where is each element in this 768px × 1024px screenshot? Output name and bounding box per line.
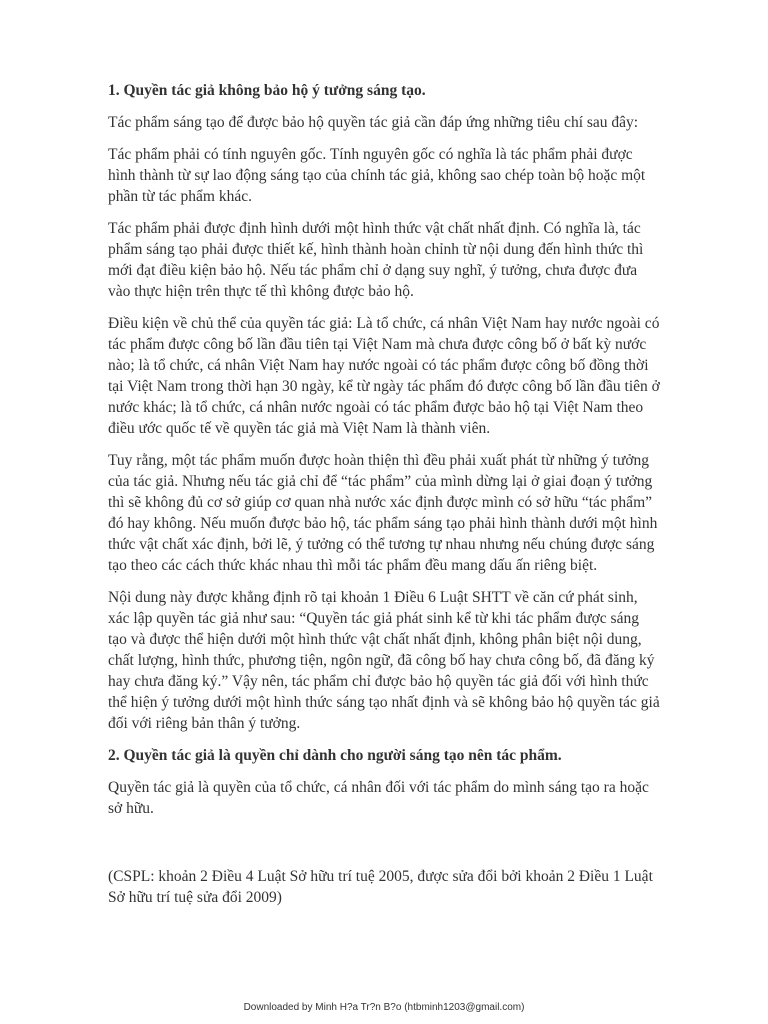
citation: (CSPL: khoản 2 Điều 4 Luật Sở hữu trí tuệ 2005, được sửa đổi bởi khoản 2 Điều 1 Luật Sở hữu trí tuệ sửa đổi 2009) — [108, 868, 653, 906]
paragraph: Nội dung này được khẳng định rõ tại khoản 1 Điều 6 Luật SHTT về căn cứ phát sinh, xác lập quyền tác giả như sau: “Quyền tác giả phát sinh kể từ khi tác phẩm được sáng tạo và được thể hiện dưới một hình thức vật chất nhất định, không phân biệt nội dung, chất lượng, hình thức, phương tiện, ngôn ngữ, đã công bố hay chưa công bố, đã đăng ký hay chưa đăng ký.” Vậy nên, tác phẩm chỉ được bảo hộ quyền tác giả đối với hình thức thể hiện ý tưởng dưới một hình thức sáng tạo nhất định và sẽ không bảo hộ quyền tác giả đối với riêng bản thân ý tưởng. — [108, 589, 660, 732]
paragraph: Tác phẩm phải có tính nguyên gốc. Tính nguyên gốc có nghĩa là tác phẩm phải được hình thành từ sự lao động sáng tạo của chính tác giả, không sao chép toàn bộ hoặc một phần từ tác phẩm khác. — [108, 146, 646, 205]
document-body — [108, 80, 660, 919]
paragraph: Quyền tác giả là quyền của tổ chức, cá nhân đối với tác phẩm do mình sáng tạo ra hoặc sở hữu. — [108, 779, 649, 817]
section-heading-2: 2. Quyền tác giả là quyền chỉ dành cho người sáng tạo nên tác phẩm. — [108, 747, 562, 764]
spacer — [108, 830, 660, 866]
paragraph: Điều kiện về chủ thể của quyền tác giả: Là tổ chức, cá nhân Việt Nam hay nước ngoài có tác phẩm được công bố lần đầu tiên tại Việt Nam mà chưa được công bố ở bất kỳ nước nào; là tổ chức, cá nhân Việt Nam hay nước ngoài có tác phẩm được công bố đồng thời tại Việt Nam trong thời hạn 30 ngày, kể từ ngày tác phẩm đó được công bố lần đầu tiên ở nước khác; là tổ chức, cá nhân nước ngoài có tác phẩm được bảo hộ tại Việt Nam theo điều ước quốc tế về quyền tác giả mà Việt Nam là thành viên. — [108, 315, 660, 437]
download-footer: Downloaded by Minh H?a Tr?n B?o (htbminh1203@gmail.com) — [243, 1002, 525, 1013]
paragraph: Tuy rằng, một tác phẩm muốn được hoàn thiện thì đều phải xuất phát từ những ý tưởng của tác giả. Nhưng nếu tác giả chỉ để “tác phẩm” của mình dừng lại ở giai đoạn ý tưởng thì sẽ không đủ cơ sở giúp cơ quan nhà nước xác định được mình có sở hữu “tác phẩm” đó hay không. Nếu muốn được bảo hộ, tác phẩm sáng tạo phải hình thành dưới một hình thức vật chất xác định, bởi lẽ, ý tưởng có thể tương tự nhau nhưng nếu chúng được sáng tạo theo các cách thức khác nhau thì mỗi tác phẩm đều mang dấu ấn riêng biệt. — [108, 452, 658, 574]
section-heading-1: 1. Quyền tác giả không bảo hộ ý tưởng sáng tạo. — [108, 82, 426, 99]
paragraph: Tác phẩm phải được định hình dưới một hình thức vật chất nhất định. Có nghĩa là, tác phẩm sáng tạo phải được thiết kế, hình thành hoàn chỉnh từ nội dung đến hình thức thì mới đạt điều kiện bảo hộ. Nếu tác phẩm chỉ ở dạng suy nghĩ, ý tưởng, chưa được đưa vào thực hiện trên thực tế thì không được bảo hộ. — [108, 220, 644, 300]
paragraph: Tác phẩm sáng tạo để được bảo hộ quyền tác giả cần đáp ứng những tiêu chí sau đây: — [108, 114, 639, 131]
